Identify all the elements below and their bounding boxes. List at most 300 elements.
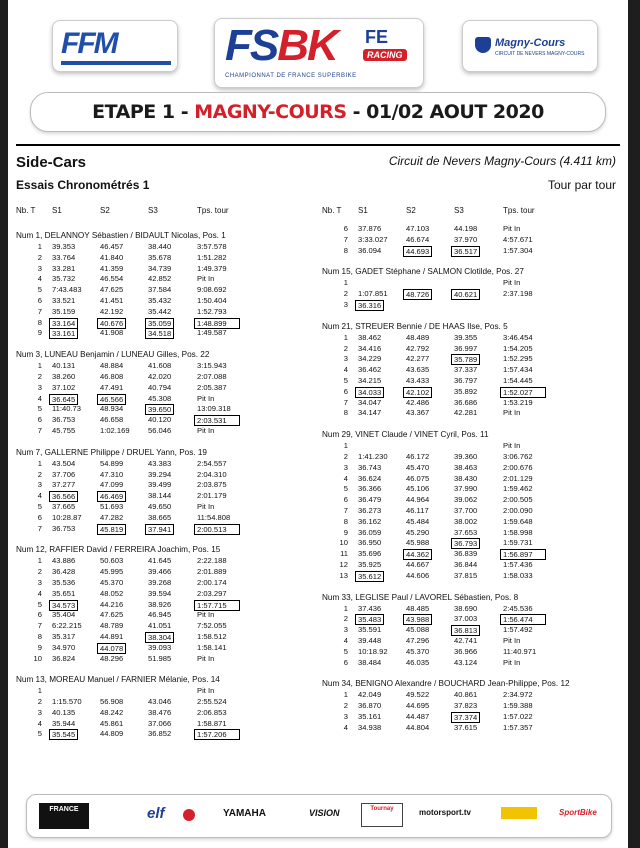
sector-3-time: 39.650 <box>145 404 174 415</box>
competitor-group <box>322 321 618 419</box>
sector-2-time: 47.099 <box>100 480 124 490</box>
sector-2-time: 48.296 <box>100 653 124 663</box>
lap-row <box>16 459 312 470</box>
sector-2-time: 44.362 <box>403 549 432 560</box>
sector-1-time: 33.521 <box>52 295 76 305</box>
lap-time: 1:52.027 <box>500 387 546 398</box>
sector-2-time: 42.192 <box>100 306 124 316</box>
competitor-group <box>322 592 618 669</box>
lap-row <box>322 701 618 712</box>
lap-row <box>322 387 618 398</box>
lap-time: 1:57.434 <box>503 365 533 375</box>
sector-2-time: 43.433 <box>406 375 430 385</box>
racing-badge: RACING <box>363 49 407 61</box>
sector-2-time: 48.052 <box>100 588 124 598</box>
sector-1-time: 35.925 <box>358 559 382 569</box>
header-s2: S2 <box>100 206 110 215</box>
lap-time: Pit In <box>197 653 215 663</box>
lap-time: 1:57.022 <box>503 711 533 721</box>
sector-3-time: 49.650 <box>148 501 172 511</box>
sector-1-time: 10:28.87 <box>52 512 82 522</box>
lap-number: 3 <box>343 462 348 472</box>
header-s3: S3 <box>148 206 158 215</box>
lap-time: 1:58.141 <box>197 642 227 652</box>
lap-time: 2:37.198 <box>503 289 533 299</box>
lap-time: 2:03.875 <box>197 480 227 490</box>
sector-1-time: 34.215 <box>358 375 382 385</box>
sector-2-time: 45.995 <box>100 567 124 577</box>
sector-2-time: 56.908 <box>100 697 124 707</box>
lap-number: 2 <box>37 252 42 262</box>
lap-number: 1 <box>37 556 42 566</box>
lap-row <box>16 404 312 415</box>
sector-2-time: 44.804 <box>406 722 430 732</box>
lap-number: 6 <box>37 415 42 425</box>
lap-row <box>16 296 312 307</box>
lap-row <box>322 474 618 485</box>
sector-1-time: 6:22.215 <box>52 621 82 631</box>
sector-3-time: 36.797 <box>454 375 478 385</box>
competitor-title: Num 15, GADET Stéphane / SALMON Clotilde, Pos. 27 <box>322 267 524 277</box>
lap-number: 3 <box>37 263 42 273</box>
lap-row <box>16 524 312 535</box>
sector-1-time: 33.764 <box>52 252 76 262</box>
competitor-title: Num 7, GALLERNE Philippe / DRUEL Yann, Pos. 19 <box>16 447 207 457</box>
sector-1-time: 42.049 <box>358 690 382 700</box>
lap-time: 1:57.206 <box>194 729 240 740</box>
lap-number: 13 <box>339 570 348 580</box>
sector-1-time: 36.824 <box>52 653 76 663</box>
sector-1-time: 33.281 <box>52 263 76 273</box>
fsbk-logo <box>214 18 424 88</box>
sector-1-time: 34.970 <box>52 642 76 652</box>
lap-row <box>16 383 312 394</box>
ffm-logo <box>52 20 178 72</box>
lap-number: 3 <box>37 480 42 490</box>
lap-number: 2 <box>343 451 348 461</box>
header-logos <box>8 0 628 82</box>
lap-number: 1 <box>37 242 42 251</box>
sector-3-time: 42.281 <box>454 408 478 418</box>
lap-time: 2:00.174 <box>197 577 227 587</box>
sector-3-time: 37.584 <box>148 285 172 295</box>
sector-1-time: 35.317 <box>52 631 76 641</box>
lap-row <box>16 253 312 264</box>
lap-number: 6 <box>37 512 42 522</box>
tournay-sponsor-text: Tournay <box>370 806 394 812</box>
sector-3-time: 39.294 <box>148 469 172 479</box>
motorsport-tv-sponsor-logo: motorsport.tv <box>419 808 471 817</box>
results-sheet <box>8 0 628 848</box>
lap-time: 3:15.943 <box>197 361 227 371</box>
lap-row <box>322 333 618 344</box>
sector-1-time: 43.504 <box>52 458 76 468</box>
lap-time: Pit In <box>503 278 521 288</box>
lap-time: 3:06.762 <box>503 451 533 461</box>
sector-1-time: 36.645 <box>49 394 78 405</box>
sector-1-time: 37.876 <box>358 224 382 233</box>
sector-3-time: 37.003 <box>454 614 478 624</box>
lap-time: 2:05.387 <box>197 382 227 392</box>
lap-time: 2:03.297 <box>197 588 227 598</box>
sector-1-time: 38.484 <box>358 657 382 667</box>
report-mode: Tour par tour <box>547 178 616 192</box>
sector-3-time: 42.741 <box>454 635 478 645</box>
sector-1-time: 34.033 <box>355 387 384 398</box>
lap-time: 1:58.033 <box>503 570 533 580</box>
header-s1: S1 <box>358 206 368 215</box>
vision-sponsor-logo: VISION <box>309 808 340 818</box>
competitor-title: Num 12, RAFFIER David / FERREIRA Joachim, Pos. 15 <box>16 545 221 555</box>
sector-1-time: 37.706 <box>52 469 76 479</box>
lap-time: 11:40.971 <box>503 646 537 656</box>
sector-3-time: 39.466 <box>148 567 172 577</box>
lap-number: 7 <box>343 234 348 244</box>
lap-row <box>16 578 312 589</box>
sector-1-time: 36.624 <box>358 473 382 483</box>
lap-row <box>322 300 618 311</box>
sector-3-time: 36.839 <box>454 549 478 559</box>
competitor-group <box>16 230 312 339</box>
sector-3-time: 40.120 <box>148 415 172 425</box>
sector-1-time: 10:18.92 <box>358 646 388 656</box>
lap-row <box>16 394 312 405</box>
lap-row <box>322 517 618 528</box>
competitor-group <box>322 224 618 256</box>
lap-row <box>322 549 618 560</box>
sector-2-time: 42.486 <box>406 397 430 407</box>
lap-time: Pit In <box>197 274 215 284</box>
lap-time: 1:53.219 <box>503 397 533 407</box>
lap-time: 1:54.445 <box>503 375 533 385</box>
sector-2-time: 46.075 <box>406 473 430 483</box>
lap-time: 2:00.505 <box>503 495 533 505</box>
header-divider <box>16 144 620 146</box>
competitor-title: Num 21, STREUER Bennie / DE HAAS Ilse, Pos. 5 <box>322 321 508 331</box>
sector-2-time: 42.102 <box>403 387 432 398</box>
sector-3-time: 42.020 <box>148 371 172 381</box>
lap-time: 1:57.715 <box>194 600 240 611</box>
sector-2-time: 40.676 <box>97 318 126 329</box>
sector-1-time: 34.938 <box>358 722 382 732</box>
competitor-title: Num 13, MOREAU Manuel / FARNIER Mélanie, Pos. 14 <box>16 675 220 685</box>
fe-text: FE <box>365 27 389 47</box>
sector-1-time: 38.260 <box>52 371 76 381</box>
lap-number: 5 <box>343 646 348 656</box>
sector-3-time: 38.476 <box>148 707 172 717</box>
sector-1-time: 35.536 <box>52 577 76 587</box>
magny-logo-tag: CIRCUIT DE NEVERS MAGNY-COURS <box>495 51 585 57</box>
competitor-group <box>16 674 312 740</box>
sector-3-time: 38.665 <box>148 512 172 522</box>
sector-1-time: 35.161 <box>358 711 382 721</box>
lap-number: 10 <box>339 538 348 548</box>
yellow-sponsor-logo <box>501 807 537 819</box>
lap-time: 1:49.587 <box>197 328 227 338</box>
lap-time: 1:48.899 <box>194 318 240 329</box>
header-lap: Nb. T <box>16 206 36 215</box>
lap-row <box>16 643 312 654</box>
sector-1-time: 34.047 <box>358 397 382 407</box>
lap-time: 2:00.513 <box>194 524 240 535</box>
lap-time: 1:59.731 <box>503 538 533 548</box>
sector-2-time: 47.282 <box>100 512 124 522</box>
header-s2: S2 <box>406 206 416 215</box>
sector-2-time: 45.370 <box>406 646 430 656</box>
lap-number: 2 <box>343 343 348 353</box>
sector-1-time: 36.428 <box>52 567 76 577</box>
lap-row <box>16 307 312 318</box>
ffm-logo-bar <box>61 61 171 65</box>
sector-3-time: 37.374 <box>451 712 480 723</box>
lap-row <box>322 224 618 235</box>
lap-number: 4 <box>37 718 42 728</box>
banner-venue: MAGNY-COURS <box>194 101 347 123</box>
sector-2-time: 47.296 <box>406 635 430 645</box>
lap-time: 2:01.179 <box>197 491 227 501</box>
lap-row <box>322 441 618 452</box>
sector-3-time: 39.594 <box>148 588 172 598</box>
left-column <box>16 206 312 740</box>
lap-number: 3 <box>343 625 348 635</box>
sector-3-time: 56.046 <box>148 425 172 435</box>
fsbk-logo-bk: BK <box>277 21 337 70</box>
sector-1-time: 40.135 <box>52 707 76 717</box>
lap-time: 1:57.357 <box>503 722 533 732</box>
banner-stage: ETAPE 1 - <box>92 101 195 123</box>
lap-number: 2 <box>37 697 42 707</box>
sector-1-time: 7:43.483 <box>52 285 82 295</box>
lap-row <box>16 719 312 730</box>
header-s3: S3 <box>454 206 464 215</box>
sector-1-time: 38.462 <box>358 332 382 342</box>
sector-1-time: 35.944 <box>52 718 76 728</box>
sector-1-time: 39.353 <box>52 242 76 251</box>
sector-3-time: 36.517 <box>451 246 480 257</box>
lap-number: 5 <box>343 375 348 385</box>
sector-1-time: 35.591 <box>358 625 382 635</box>
lap-number: 5 <box>343 484 348 494</box>
lap-time: 2:06.853 <box>197 707 227 717</box>
lap-time: 2:07.088 <box>197 371 227 381</box>
sector-3-time: 38.463 <box>454 462 478 472</box>
sector-3-time: 39.062 <box>454 495 478 505</box>
lap-number: 3 <box>343 711 348 721</box>
sector-3-time: 37.823 <box>454 701 478 711</box>
sector-3-time: 36.844 <box>454 559 478 569</box>
lap-number: 6 <box>37 610 42 620</box>
lap-row <box>322 495 618 506</box>
right-column <box>322 206 618 733</box>
lap-row <box>16 491 312 502</box>
competitor-title: Num 3, LUNEAU Benjamin / LUNEAU Gilles, Pos. 22 <box>16 350 210 360</box>
lap-time: 9:08.692 <box>197 285 227 295</box>
lap-row <box>16 426 312 437</box>
sector-2-time: 41.908 <box>100 328 124 338</box>
sector-3-time: 37.615 <box>454 722 478 732</box>
sector-2-time: 45.861 <box>100 718 124 728</box>
lap-time: 3:46.454 <box>503 332 533 342</box>
sector-3-time: 39.360 <box>454 451 478 461</box>
sector-2-time: 51.693 <box>100 501 124 511</box>
lap-row <box>322 289 618 300</box>
lap-time: 2:54.557 <box>197 458 227 468</box>
lap-number: 5 <box>37 599 42 609</box>
sector-3-time: 35.442 <box>148 306 172 316</box>
lap-time: 1:52.295 <box>503 354 533 364</box>
sector-1-time: 37.436 <box>358 603 382 613</box>
sector-3-time: 38.690 <box>454 603 478 613</box>
sector-2-time: 46.674 <box>406 234 430 244</box>
sponsor-bar <box>26 794 612 838</box>
sector-1-time: 35.159 <box>52 306 76 316</box>
lap-time: Pit In <box>503 408 521 418</box>
competitor-group <box>16 544 312 664</box>
elf-sponsor-logo: elf <box>147 805 165 822</box>
lap-number: 2 <box>343 289 348 299</box>
sector-2-time: 43.367 <box>406 408 430 418</box>
lap-row <box>16 567 312 578</box>
sector-3-time: 37.337 <box>454 365 478 375</box>
lap-row <box>322 571 618 582</box>
lap-time: 2:03.531 <box>194 415 240 426</box>
sector-1-time: 35.404 <box>52 610 76 620</box>
lap-time: 1:59.648 <box>503 516 533 526</box>
lap-row <box>322 235 618 246</box>
sector-1-time: 34.416 <box>358 343 382 353</box>
sector-2-time: 45.290 <box>406 527 430 537</box>
sector-3-time: 38.002 <box>454 516 478 526</box>
sector-2-time: 42.792 <box>406 343 430 353</box>
lap-number: 5 <box>37 285 42 295</box>
lap-row <box>16 632 312 643</box>
sector-2-time: 49.522 <box>406 690 430 700</box>
sector-1-time: 33.161 <box>49 328 78 339</box>
sector-3-time: 40.621 <box>451 289 480 300</box>
competitor-title: Num 34, BENIGNO Alexandre / BOUCHARD Jean-Philippe, Pos. 12 <box>322 679 570 689</box>
lap-number: 11 <box>340 549 348 559</box>
elf-dot-icon <box>183 809 195 821</box>
ffm-logo-text: FFM <box>61 27 117 60</box>
sector-2-time: 44.809 <box>100 729 124 739</box>
lap-number: 7 <box>37 621 42 631</box>
lap-number: 3 <box>343 299 348 309</box>
event-banner <box>30 92 606 132</box>
lap-row <box>322 647 618 658</box>
lap-time: 1:50.404 <box>197 295 227 305</box>
lap-row <box>16 415 312 426</box>
sector-3-time: 36.997 <box>454 343 478 353</box>
lap-time: 2:00.090 <box>503 505 533 515</box>
sector-2-time: 48.789 <box>100 621 124 631</box>
sector-1-time: 36.870 <box>358 701 382 711</box>
sector-3-time: 40.794 <box>148 382 172 392</box>
lap-row <box>16 697 312 708</box>
sector-3-time: 39.499 <box>148 480 172 490</box>
sector-1-time: 36.950 <box>358 538 382 548</box>
sector-1-time: 34.147 <box>358 408 382 418</box>
lap-time: Pit In <box>197 501 215 511</box>
lap-number: 8 <box>343 408 348 418</box>
lap-time: Pit In <box>197 393 215 403</box>
competitor-group <box>322 266 618 310</box>
lap-row <box>322 408 618 419</box>
sector-2-time: 42.277 <box>406 354 430 364</box>
sector-1-time: 33.164 <box>49 318 78 329</box>
lap-number: 8 <box>343 516 348 526</box>
magny-logo-text: Magny-Cours <box>495 37 566 49</box>
lap-time: Pit In <box>197 686 215 696</box>
sector-3-time: 37.941 <box>145 524 174 535</box>
sector-1-time: 36.366 <box>358 484 382 494</box>
sector-2-time: 44.693 <box>403 246 432 257</box>
sector-2-time: 47.491 <box>100 382 124 392</box>
lap-number: 9 <box>343 527 348 537</box>
lap-number: 2 <box>343 614 348 624</box>
sector-2-time: 54.899 <box>100 458 124 468</box>
lap-row <box>16 513 312 524</box>
sector-3-time: 38.304 <box>145 632 174 643</box>
lap-number: 7 <box>37 425 42 435</box>
lap-time: 2:00.676 <box>503 462 533 472</box>
lap-number: 6 <box>343 386 348 396</box>
sector-2-time: 45.988 <box>406 538 430 548</box>
lap-number: 1 <box>343 690 348 700</box>
lap-number: 6 <box>343 657 348 667</box>
sector-3-time: 36.686 <box>454 397 478 407</box>
lap-time: 2:55.524 <box>197 697 227 707</box>
competitor-title: Num 1, DELANNOY Sébastien / BIDAULT Nicolas, Pos. 1 <box>16 231 226 240</box>
lap-row <box>16 242 312 253</box>
sector-3-time: 37.815 <box>454 570 478 580</box>
sector-1-time: 35.651 <box>52 588 76 598</box>
sector-3-time: 34.739 <box>148 263 172 273</box>
sector-1-time: 37.665 <box>52 501 76 511</box>
sector-1-time: 35.732 <box>52 274 76 284</box>
lap-row <box>322 614 618 625</box>
sector-3-time: 38.144 <box>148 491 172 501</box>
france-sponsor-text: FRANCE <box>49 806 79 813</box>
sector-2-time: 44.078 <box>97 643 126 654</box>
sector-3-time: 42.852 <box>148 274 172 284</box>
sector-2-time: 46.566 <box>97 394 126 405</box>
lap-time: 1:57.304 <box>503 245 533 255</box>
lap-row <box>16 328 312 339</box>
competitor-title: Num 33, LEGLISE Paul / LAVOREL Sébastien, Pos. 8 <box>322 592 519 602</box>
category-title: Side-Cars <box>16 154 87 171</box>
lap-row <box>16 264 312 275</box>
lap-time: 2:04.310 <box>197 469 227 479</box>
sector-1-time: 45.755 <box>52 425 76 435</box>
lap-row <box>16 361 312 372</box>
sector-2-time: 44.606 <box>406 570 430 580</box>
lap-number: 2 <box>37 469 42 479</box>
sector-1-time: 36.316 <box>355 300 384 311</box>
header-s1: S1 <box>52 206 62 215</box>
lap-number: 8 <box>37 317 42 327</box>
sector-3-time: 38.430 <box>454 473 478 483</box>
lap-number: 5 <box>37 501 42 511</box>
magny-shield-icon <box>475 37 491 53</box>
sector-3-time: 43.124 <box>454 657 478 667</box>
sector-1-time: 36.273 <box>358 505 382 515</box>
lap-row <box>322 604 618 615</box>
sector-1-time: 37.277 <box>52 480 76 490</box>
header-lap-time: Tps. tour <box>503 206 535 215</box>
sector-3-time: 38.926 <box>148 599 172 609</box>
sector-1-time: 34.229 <box>358 354 382 364</box>
sector-3-time: 43.383 <box>148 458 172 468</box>
